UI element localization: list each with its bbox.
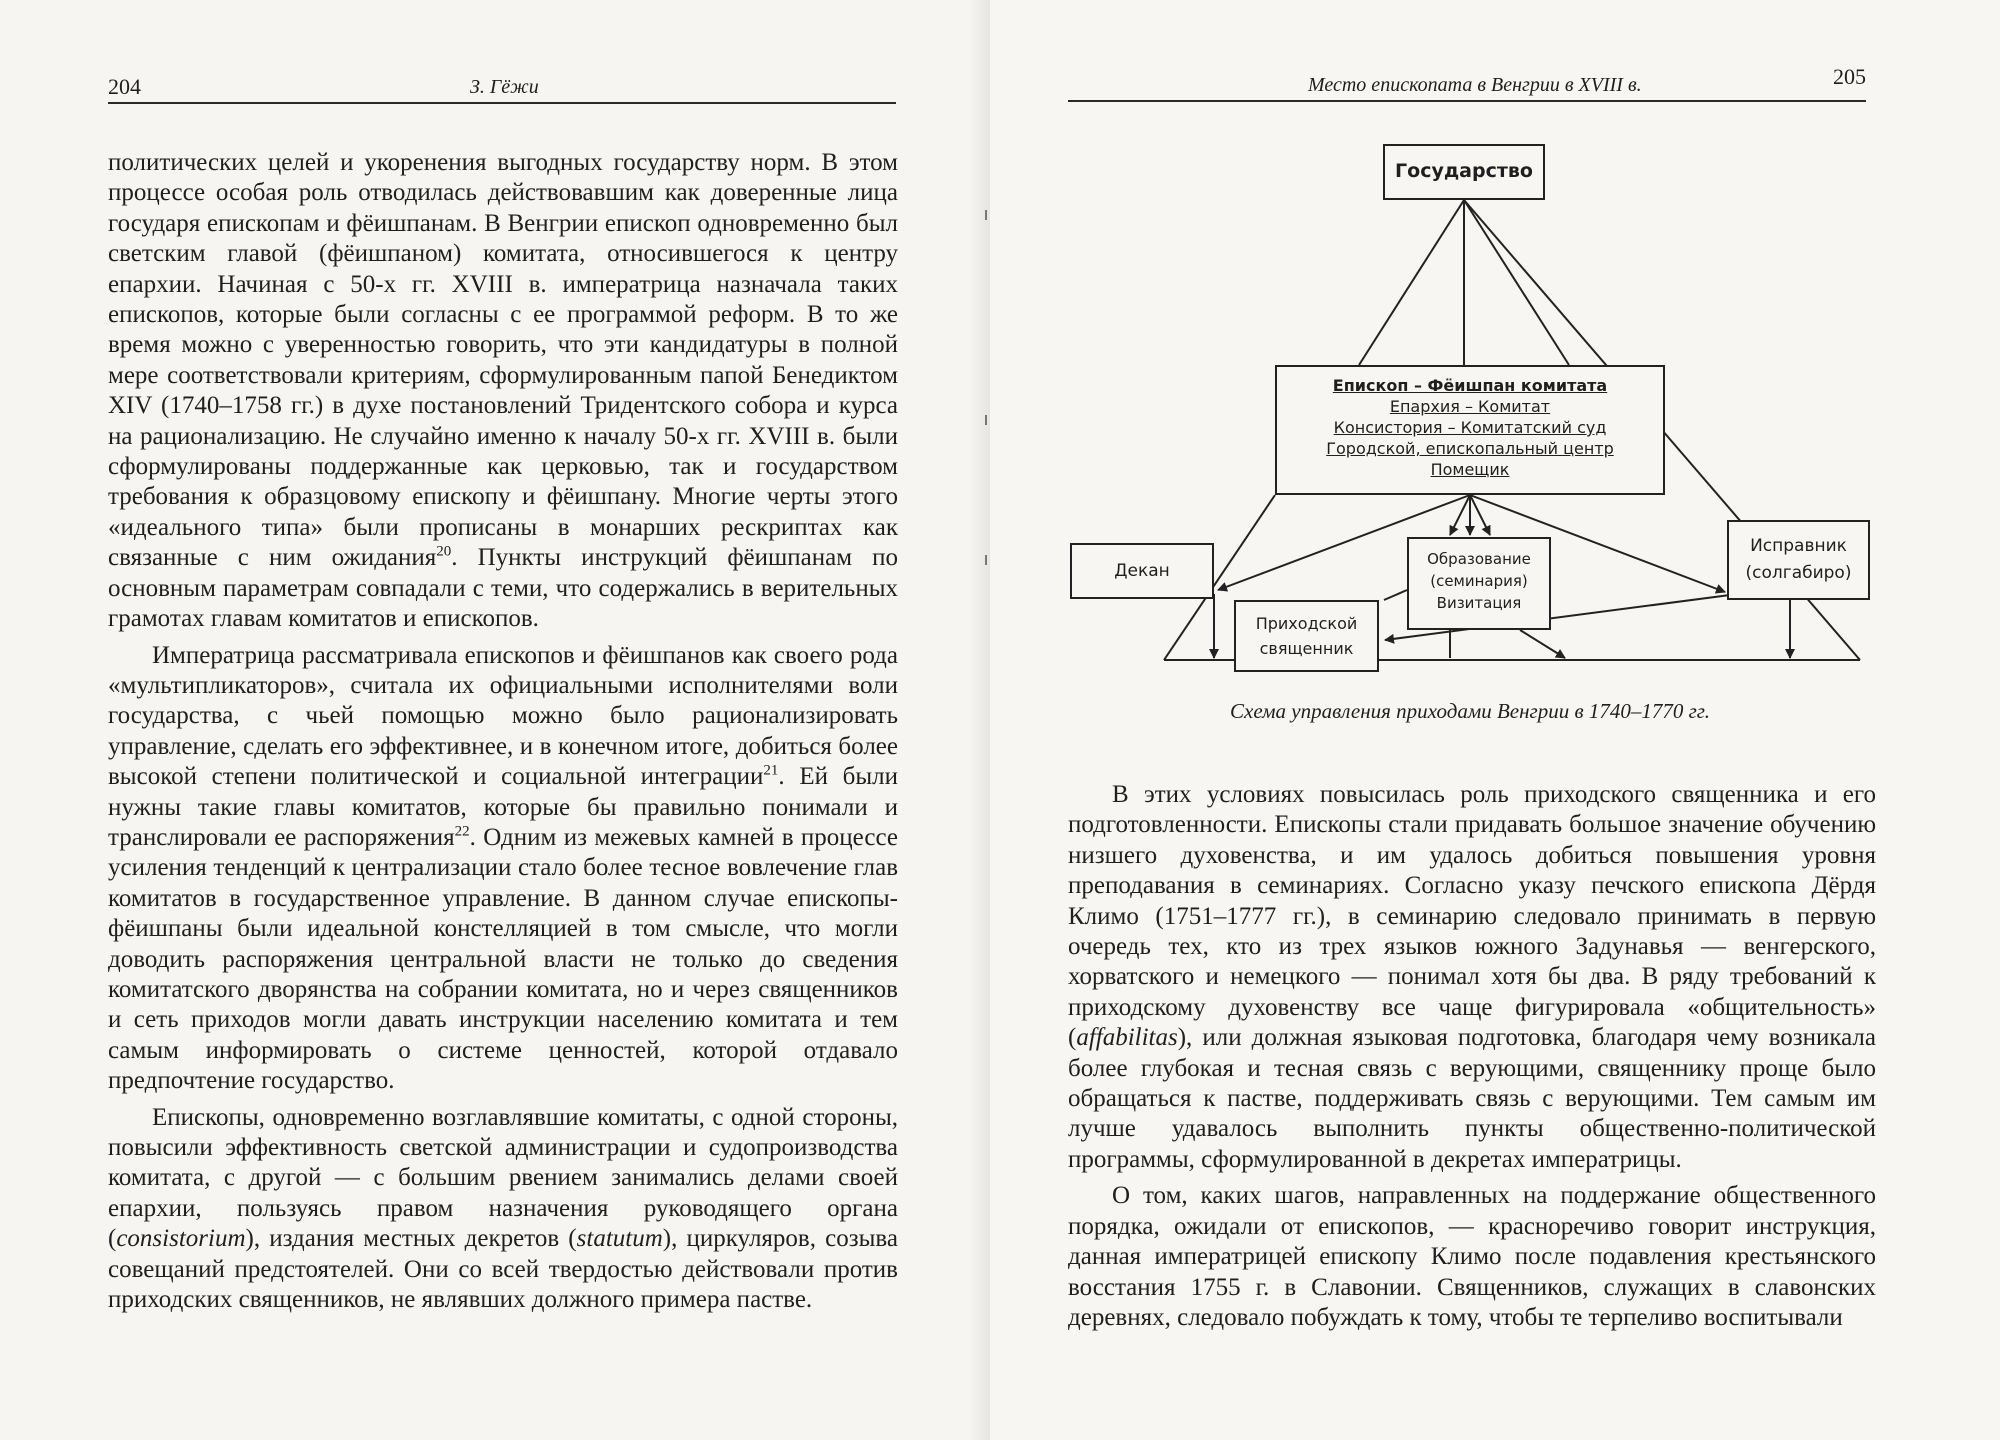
- running-head: З. Гёжи: [470, 76, 539, 98]
- right-page-body: [1068, 780, 1876, 1333]
- left-page-body: [108, 148, 898, 1315]
- page-number: 205: [1833, 64, 1866, 89]
- scan-speck: [985, 555, 987, 565]
- right-page: [990, 0, 2000, 1440]
- page-number: 204: [108, 74, 141, 99]
- paragraph: Епископы, одновременно возглавлявшие комитаты, с одной стороны, повысили эффективность светской администрации и судопроизводства комитата, с другой — с большим рвением занимались делами своей епархии, пользуясь правом назначения руководящего органа (consistorium), издания местных декретов (statutum), циркуляров, созыва совещаний предстоятелей. Они со всей твердостью действовали против приходских священников, не являвших должного примера пастве.: [108, 1103, 898, 1314]
- right-page-header: [1068, 64, 1866, 102]
- running-head: Место епископата в Венгрии в XVIII в.: [1308, 74, 1642, 96]
- diagram-caption: Схема управления приходами Венгрии в 1740–1770 гг.: [1230, 699, 1710, 723]
- ispravnik-box: Исправник (солгабиро): [1727, 520, 1870, 600]
- dekan-box: Декан: [1070, 543, 1214, 599]
- line-edu-priest: [1384, 590, 1407, 600]
- line-state-right: [1464, 200, 1569, 365]
- bishop-box: Епископ – Фёишпан комитата Епархия – Комитат Консистория – Комитатский суд Городской, епископальный центр Помещик: [1275, 365, 1665, 495]
- paragraph: В этих условиях повысилась роль приходского священника и его подготовленности. Епископы стали придавать большое значение обучению низшего духовенства, и им удалось добиться повышения уровня преподавания в семинариях. Согласно указу печского епископа Дёрдя Климо (1751–1777 гг.), в семинарию следовало принимать в первую очередь тех, кто из трех языков южного Задунавья — венгерского, хорватского и немецкого — понимал хотя бы два. В ряду требований к приходскому духовенству все чаще фигурировала «общительность» (affabilitas), или должная языковая подготовка, благодаря чему возникала более глубокая и тесная связь с верующими, священнику проще было обращаться к пастве, поддерживать связь с верующими. Тем самым им лучше удавалось выполнить пункты общественно-политической программы, сформулированной в декретах императрицы.: [1068, 781, 1876, 1173]
- scan-speck: [985, 415, 987, 425]
- parish-governance-diagram: [1070, 140, 1870, 723]
- education-box: Образование (семинария) Визитация: [1407, 537, 1551, 630]
- arrow-edu-down: [1520, 630, 1565, 658]
- paragraph: Императрица рассматривала епископов и фёишпанов как своего рода «мультипликаторов», считала их официальными исполнителями воли государства, с чьей помощью можно было рационализировать управление, сделать его эффективнее, и в конечном итоге, добиться более высокой степени политической и социальной интеграции$^{21}$. Ей были нужны такие главы комитатов, которые бы правильно понимали и транслировали ее распоряжения$^{22}$. Одним из межевых камней в процессе усиления тенденций к централизации стало более тесное вовлечение глав комитатов в государственное управление. В данном случае епископы-фёишпаны были идеальной констелляцией в том смысле, что могли доводить распоряжения центральной власти не только до сведения комитатского дворянства на собрании комитата, но и через священников и сеть приходов могли давать инструкции населению комитата и тем самым информировать о системе ценностей, которой отдавало предпочтение государство.: [108, 641, 898, 1095]
- left-page: [0, 0, 990, 1440]
- line-state-left: [1359, 200, 1464, 365]
- paragraph: О том, каких шагов, направленных на поддержание общественного порядка, ожидали от епископов, — красноречиво говорит инструкция, данная императрицей епископу Климо после подавления крестьянского восстания 1755 г. в Славонии. Священников, служащих в славонских деревнях, следовало побуждать к тому, чтобы те терпеливо воспитывали: [1068, 1182, 1876, 1331]
- priest-box: Приходской священник: [1234, 600, 1379, 672]
- scan-speck: [985, 210, 987, 220]
- state-box: Государство: [1383, 144, 1545, 200]
- paragraph: политических целей и укоренения выгодных государству норм. В этом процессе особая роль отводилась действовавшим как доверенные лица государя епископам и фёишпанам. В Венгрии епископ одновременно был светским главой (фёишпаном) комитата, относившегося к центру епархии. Начиная с 50-х гг. XVIII в. императрица назначала таких епископов, которые были согласны с ее программой реформ. В то же время можно с уверенностью говорить, что эти кандидатуры в полной мере соответствовали критериям, сформулированным папой Бенедиктом XIV (1740–1758 гг.) в духе постановлений Тридентского собора и курса на рационализацию. Не случайно именно к началу 50-х гг. XVIII в. были сформулированы поддержанные как церковью, так и государством требования к образцовому епископу и фёишпану. Многие черты этого «идеального типа» были прописаны в монарших рескриптах как связанные с ним ожидания$^{20}$. Пункты инструкций фёишпанам по основным параметрам совпадали с теми, что содержались в верительных грамотах главам комитатов и епископов.: [108, 149, 898, 633]
- left-page-header: [108, 72, 896, 104]
